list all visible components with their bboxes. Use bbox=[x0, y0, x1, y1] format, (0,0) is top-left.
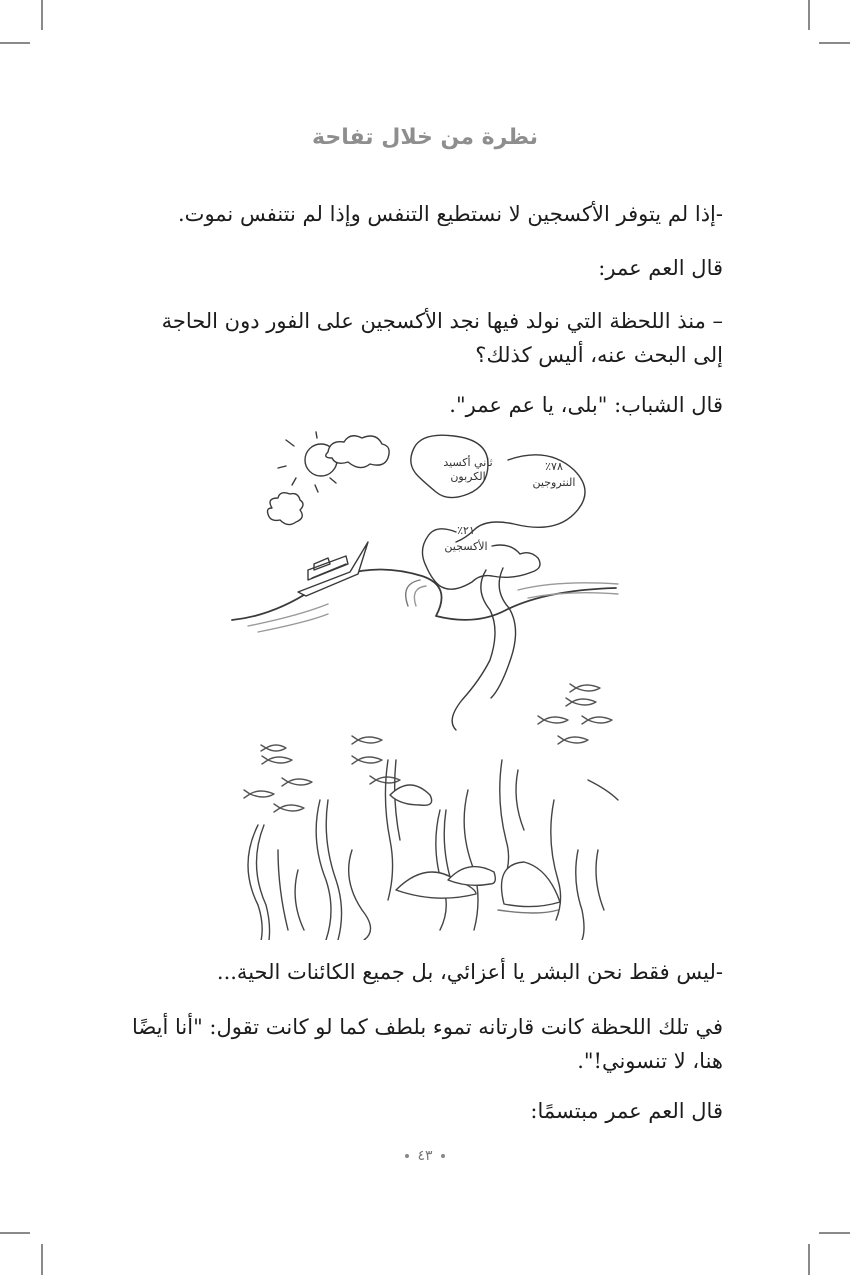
nitrogen-label: النتروجين bbox=[532, 476, 576, 489]
paragraph: – منذ اللحظة التي نولد فيها نجد الأكسجين على الفور دون الحاجة إلى البحث عنه، أليس كذلك؟ bbox=[161, 309, 723, 367]
oxygen-label: الأكسجين bbox=[444, 540, 488, 553]
paragraph: قال العم عمر مبتسمًا: bbox=[530, 1099, 723, 1123]
crop-mark-bottom-right-horizontal bbox=[819, 1232, 850, 1234]
crop-mark-top-left-horizontal bbox=[0, 42, 30, 44]
crop-mark-top-right-horizontal bbox=[819, 42, 850, 44]
crop-mark-top-right-vertical bbox=[808, 0, 810, 30]
paragraph: قال العم عمر: bbox=[598, 256, 723, 280]
paragraph: -ليس فقط نحن البشر يا أعزائي، بل جميع الكائنات الحية... bbox=[216, 960, 723, 984]
crop-mark-bottom-left-horizontal bbox=[0, 1232, 30, 1234]
ship-icon bbox=[298, 542, 368, 596]
air-composition-illustration bbox=[228, 430, 623, 940]
seaweed bbox=[248, 760, 618, 940]
sea-wave bbox=[232, 570, 616, 620]
bullet-dot bbox=[441, 1154, 445, 1158]
paragraph: قال الشباب: "بلى، يا عم عمر". bbox=[449, 393, 723, 417]
cloud-icon bbox=[268, 493, 304, 525]
sun-icon bbox=[278, 432, 337, 492]
crop-mark-top-left-vertical bbox=[41, 0, 43, 30]
air-stream bbox=[452, 570, 495, 730]
co2-label: ثاني أكسيد الكربون bbox=[443, 456, 493, 483]
crop-mark-bottom-right-vertical bbox=[808, 1244, 810, 1275]
crop-mark-bottom-left-vertical bbox=[41, 1244, 43, 1275]
page-number bbox=[0, 1148, 850, 1164]
paragraph: -إذا لم يتوفر الأكسجين لا نستطيع التنفس وإذا لم نتنفس نموت. bbox=[178, 202, 723, 226]
seabed-rocks bbox=[390, 785, 560, 913]
bullet-dot bbox=[405, 1154, 409, 1158]
running-header-title: نظرة من خلال تفاحة bbox=[312, 125, 538, 150]
paragraph: في تلك اللحظة كانت قارتانه تموء بلطف كما لو كانت تقول: "أنا أيضًا هنا، لا تنسوني!". bbox=[132, 1015, 723, 1073]
page-number-value: ٤٣ bbox=[417, 1148, 433, 1164]
nitrogen-percent: ٧٨٪ bbox=[545, 460, 563, 473]
cloud-icon bbox=[326, 436, 389, 468]
oxygen-percent: ٢١٪ bbox=[457, 524, 475, 537]
